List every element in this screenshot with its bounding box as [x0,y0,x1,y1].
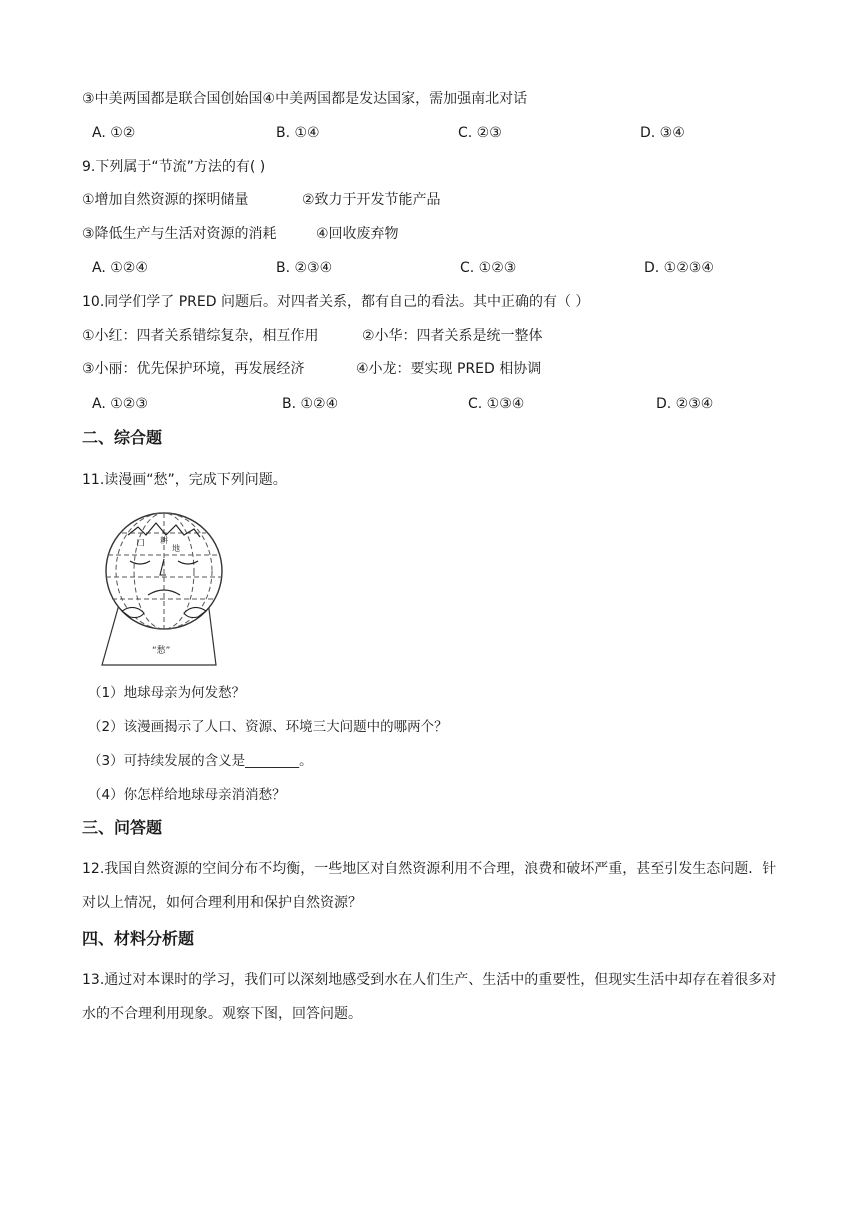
q8-option-b: B. ①④ [276,125,320,141]
section-heading-2: 二、综合题 [82,428,163,447]
q9-item-2: ②致力于开发节能产品 [302,192,441,208]
cartoon-label-kou: 口 [136,539,146,549]
section-heading-4: 四、材料分析题 [82,929,195,948]
q10-option-b: B. ①②④ [282,396,339,412]
q9-stem: 9.下列属于“节流”方法的有( ) [82,159,266,175]
q10-stem: 10.同学们学了 PRED 问题后。对四者关系，都有自己的看法。其中正确的有（ ） [82,294,590,310]
q11-stem: 11.读漫画“愁”，完成下列问题。 [82,472,287,488]
q10-option-c: C. ①③④ [468,396,525,412]
q11-subquestion-2: （2）该漫画揭示了人口、资源、环境三大问题中的哪两个？ [88,719,448,735]
q13-text: 13.通过对本课时的学习，我们可以深刻地感受到水在人们生产、生活中的重要性，但现实生活中却存在着很多对水的不合理利用现象。观察下图，回答问题。 [82,972,777,1022]
q10-item-1: ①小红：四者关系错综复杂，相互作用 [82,328,319,344]
cartoon-label-di: 地 [172,544,180,553]
q8-statement-line: ③中美两国都是联合国创始国④中美两国都是发达国家，需加强南北对话 [82,91,528,107]
q9-option-d: D. ①②③④ [644,260,714,276]
cartoon-label-geng: 耕 [160,536,168,545]
earth-worry-cartoon [100,505,228,671]
q9-option-a: A. ①②④ [92,260,148,276]
q11-subquestion-3: （3）可持续发展的含义是________。 [88,753,313,769]
q11-subquestion-1: （1）地球母亲为何发愁？ [88,685,246,701]
q9-item-4: ④回收废弃物 [316,226,399,242]
q10-item-4: ④小龙：要实现 PRED 相协调 [356,361,542,377]
q8-option-c: C. ②③ [458,125,502,141]
q10-item-3: ③小丽：优先保护环境，再发展经济 [82,361,305,377]
q9-option-b: B. ②③④ [276,260,333,276]
q9-item-1: ①增加自然资源的探明储量 [82,192,249,208]
q11-subquestion-4: （4）你怎样给地球母亲消消愁？ [88,787,286,803]
section-heading-3: 三、问答题 [82,818,163,837]
q8-option-a: A. ①② [92,125,136,141]
q8-option-d: D. ③④ [640,125,685,141]
q12-text: 12.我国自然资源的空间分布不均衡，一些地区对自然资源利用不合理，浪费和破坏严重，甚至引发生态问题．针对以上情况，如何合理利用和保护自然资源？ [82,861,777,911]
q10-item-2: ②小华：四者关系是统一整体 [362,328,543,344]
q9-item-3: ③降低生产与生活对资源的消耗 [82,226,277,242]
q10-option-a: A. ①②③ [92,396,148,412]
cartoon-caption-chou: “愁” [152,646,171,656]
q9-option-c: C. ①②③ [460,260,517,276]
q10-option-d: D. ②③④ [656,396,714,412]
earth-worry-cartoon-drawing [100,505,228,671]
